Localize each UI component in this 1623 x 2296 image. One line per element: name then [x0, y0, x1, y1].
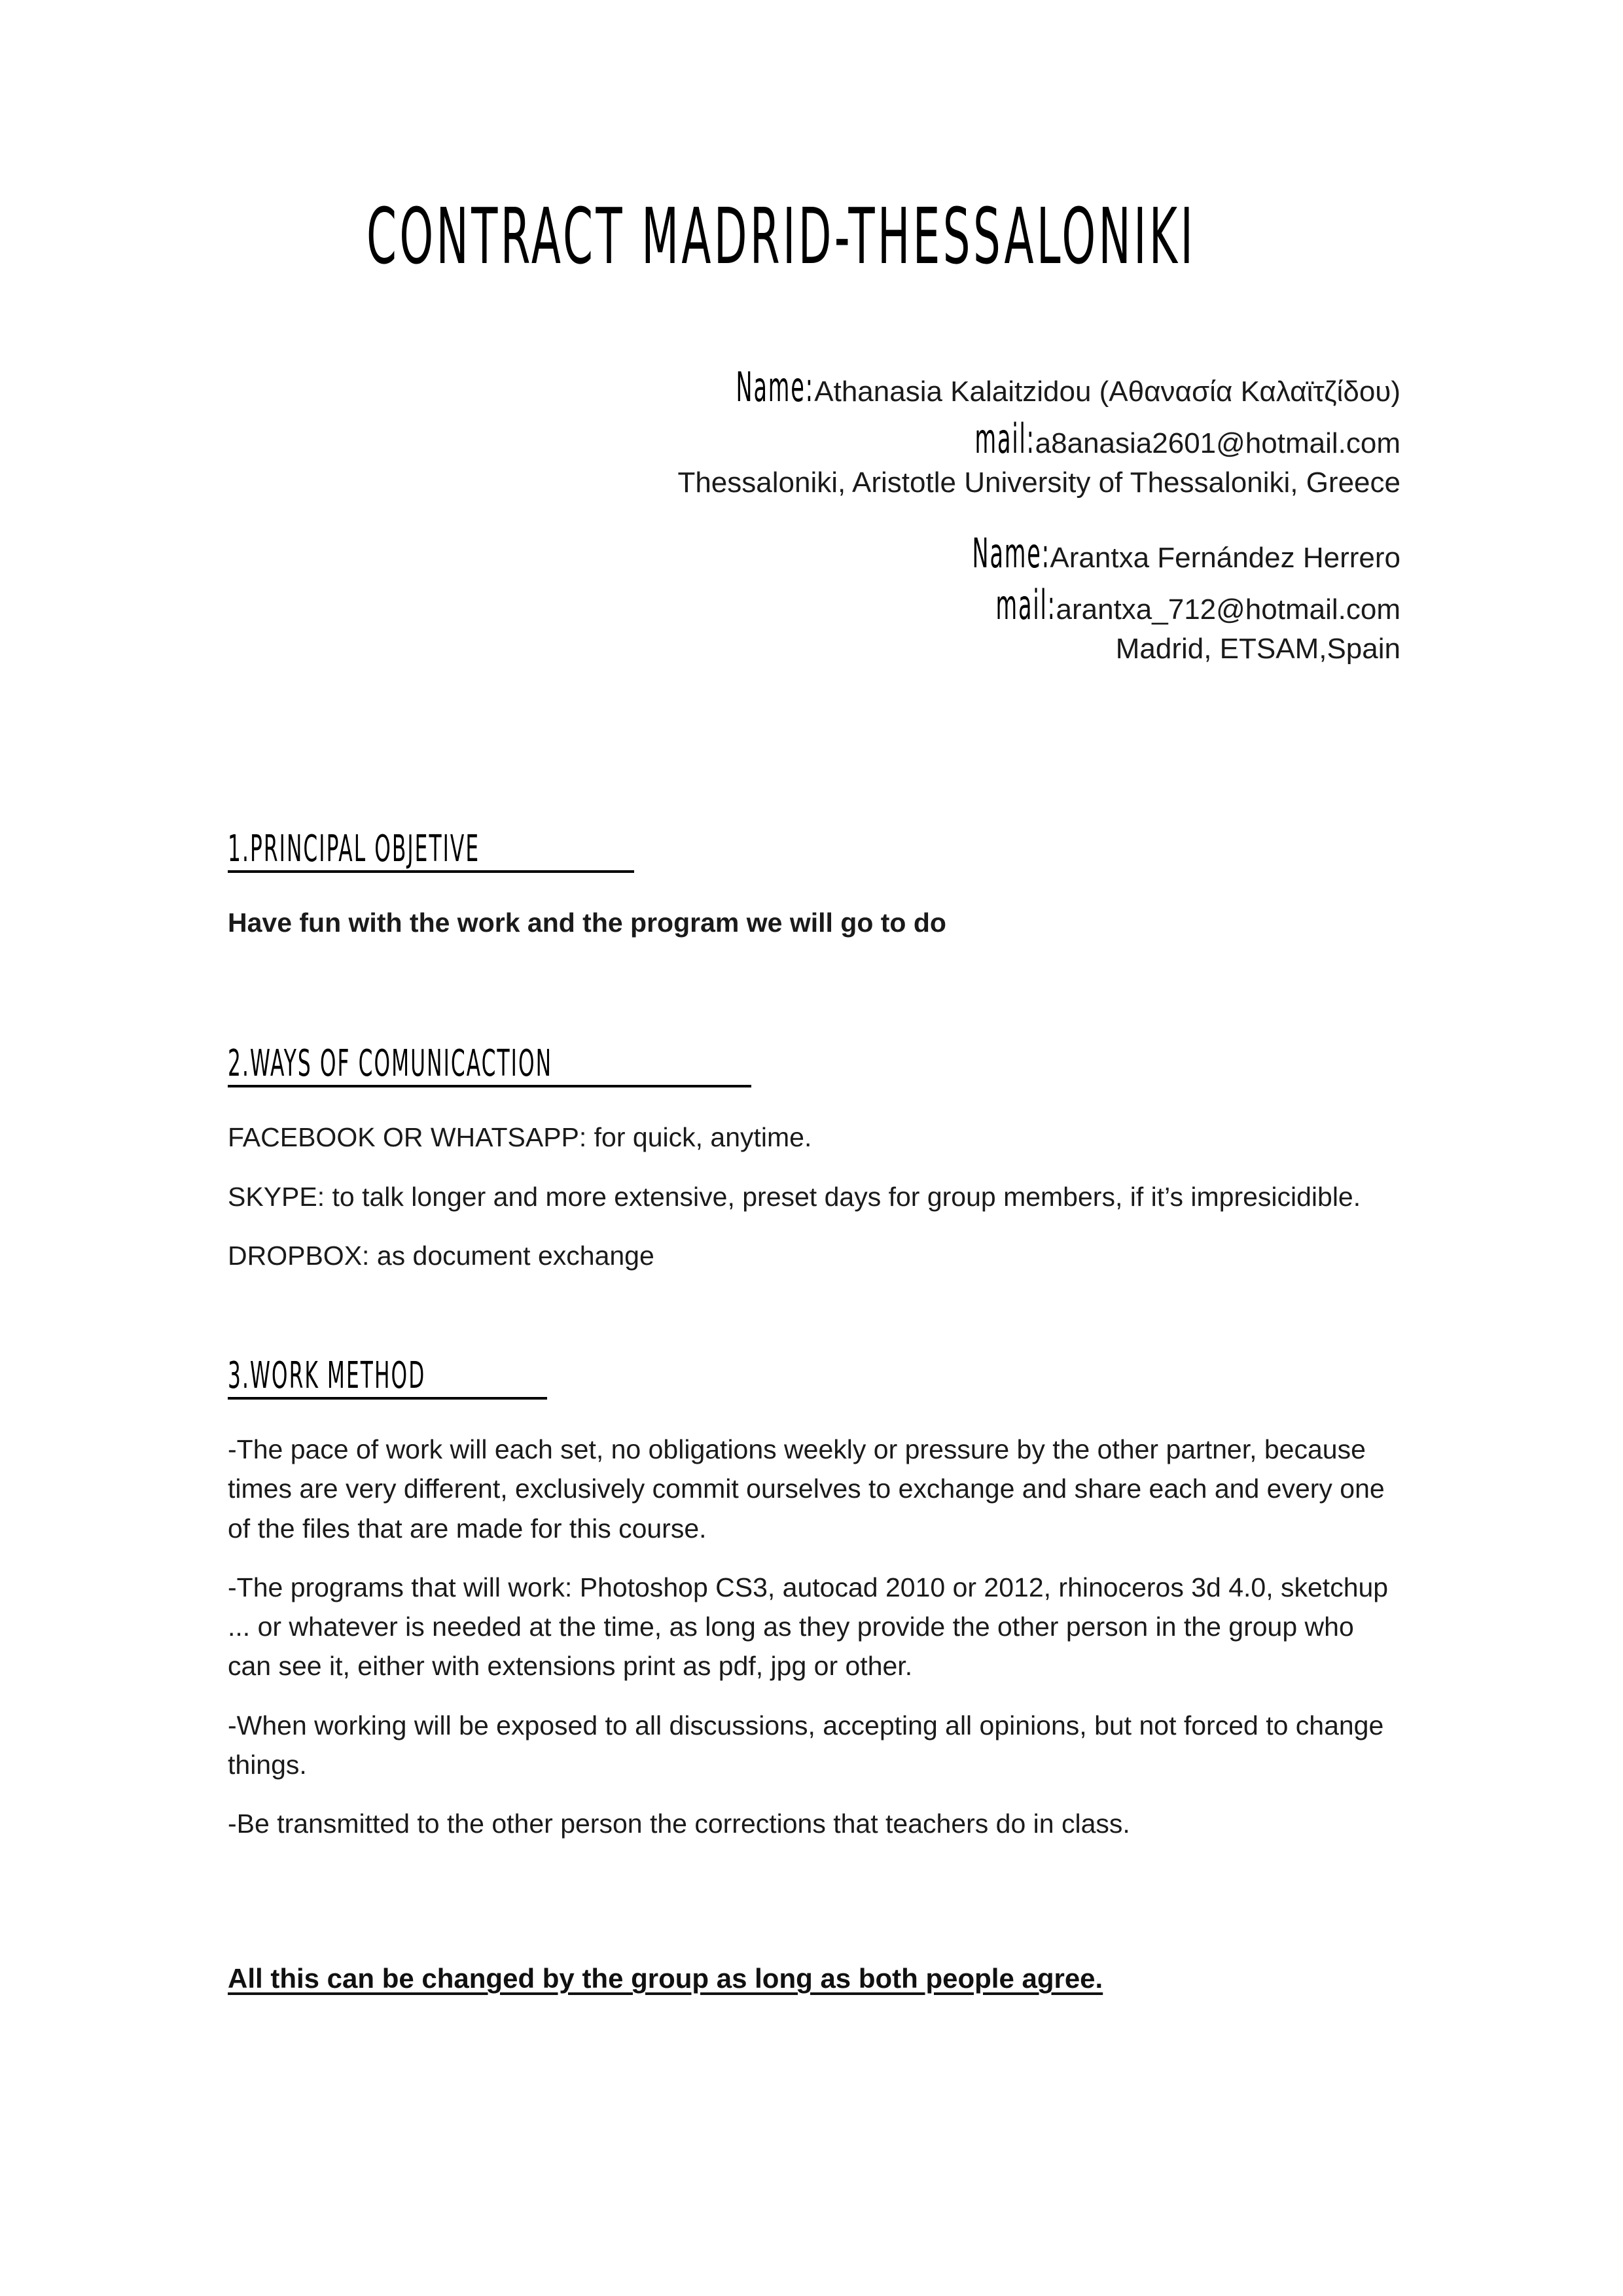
name-label: Name: [972, 529, 1050, 577]
spacer [228, 1295, 1393, 1358]
section-heading-1: 1.PRINCIPAL OBJETIVE [228, 828, 480, 870]
heading-underline [228, 1354, 547, 1400]
spacer [228, 1400, 1393, 1430]
section-3-paragraph-corrections: -Be transmitted to the other person the corrections that teachers do in class. [228, 1809, 1130, 1839]
section-heading-3: 3.WORK METHOD [228, 1354, 426, 1398]
contact-name-line [229, 529, 1400, 577]
section-heading-2: 2.WAYS OF COMUNICACTION [228, 1042, 553, 1086]
section-heading-wrapper [228, 1354, 1393, 1400]
contact-mail-value: arantxa_712@hotmail.com [1056, 593, 1400, 626]
contact-mail-value: a8anasia2601@hotmail.com [1035, 427, 1400, 459]
contact-location-line [229, 467, 1400, 499]
heading-underline [228, 828, 634, 873]
section-2-paragraph-skype: SKYPE: to talk longer and more extensive, preset days for group members, if it’s impresicidible. [228, 1181, 1361, 1212]
mail-label: mail: [995, 581, 1056, 629]
name-label: Name: [736, 363, 815, 411]
section-ways-of-communication [228, 1042, 1393, 1275]
section-work-method [228, 1354, 1393, 1843]
final-statement-wrapper [228, 1961, 1393, 1997]
section-2-paragraph-dropbox: DROPBOX: as document exchange [228, 1240, 654, 1271]
contact-name-value: Arantxa Fernández Herrero [1050, 542, 1400, 574]
document-title-wrapper [366, 191, 1623, 282]
spacer [228, 1087, 1393, 1118]
contact-entry [229, 529, 1400, 665]
name-label-wrapper [920, 529, 1050, 577]
section-1-paragraph: Have fun with the work and the program we will go to do [228, 908, 946, 938]
mail-label-wrapper [935, 415, 1035, 463]
section-3-paragraph-discussions: -When working will be exposed to all discussions, accepting all opinions, but not forced to change things. [228, 1710, 1384, 1780]
mail-label: mail: [974, 415, 1035, 463]
contact-location-value: Madrid, ETSAM,Spain [1115, 633, 1400, 665]
page-title: CONTRACT MADRID-THESSALONIKI [366, 191, 1196, 281]
contact-block [229, 363, 1400, 696]
section-3-paragraph-programs: -The programs that will work: Photoshop CS3, autocad 2010 or 2012, rhinoceros 3d 4.0, sketchup ... or whatever is needed at the time, as long as they provide the other person in the group who can see it, either with extensions print as pdf, jpg or other. [228, 1572, 1389, 1682]
mail-label-wrapper [955, 581, 1056, 629]
section-heading-wrapper [228, 1042, 1393, 1087]
spacer [228, 1863, 1393, 1961]
document-body [228, 828, 1393, 1997]
section-2-paragraph-facebook: FACEBOOK OR WHATSAPP: for quick, anytime. [228, 1122, 812, 1153]
heading-underline [228, 1042, 751, 1087]
contact-mail-line [229, 415, 1400, 463]
final-statement: All this can be changed by the group as long as both people agree. [228, 1963, 1103, 1994]
spacer [228, 962, 1393, 1046]
contact-name-line [229, 363, 1400, 411]
contact-entry [229, 363, 1400, 499]
section-principal-objetive [228, 828, 1393, 942]
section-heading-wrapper [228, 828, 1393, 873]
contact-mail-line [229, 581, 1400, 629]
name-label-wrapper [684, 363, 814, 411]
section-3-paragraph-pace: -The pace of work will each set, no obligations weekly or pressure by the other partner, because times are very different, exclusively commit ourselves to exchange and share each and every one of the files that are made for this course. [228, 1434, 1385, 1544]
contact-location-value: Thessaloniki, Aristotle University of Thessaloniki, Greece [677, 467, 1400, 499]
spacer [228, 873, 1393, 903]
contact-location-line [229, 633, 1400, 665]
contact-name-value: Athanasia Kalaitzidou (Αθανασία Καλαϊτζίδου) [814, 376, 1400, 408]
